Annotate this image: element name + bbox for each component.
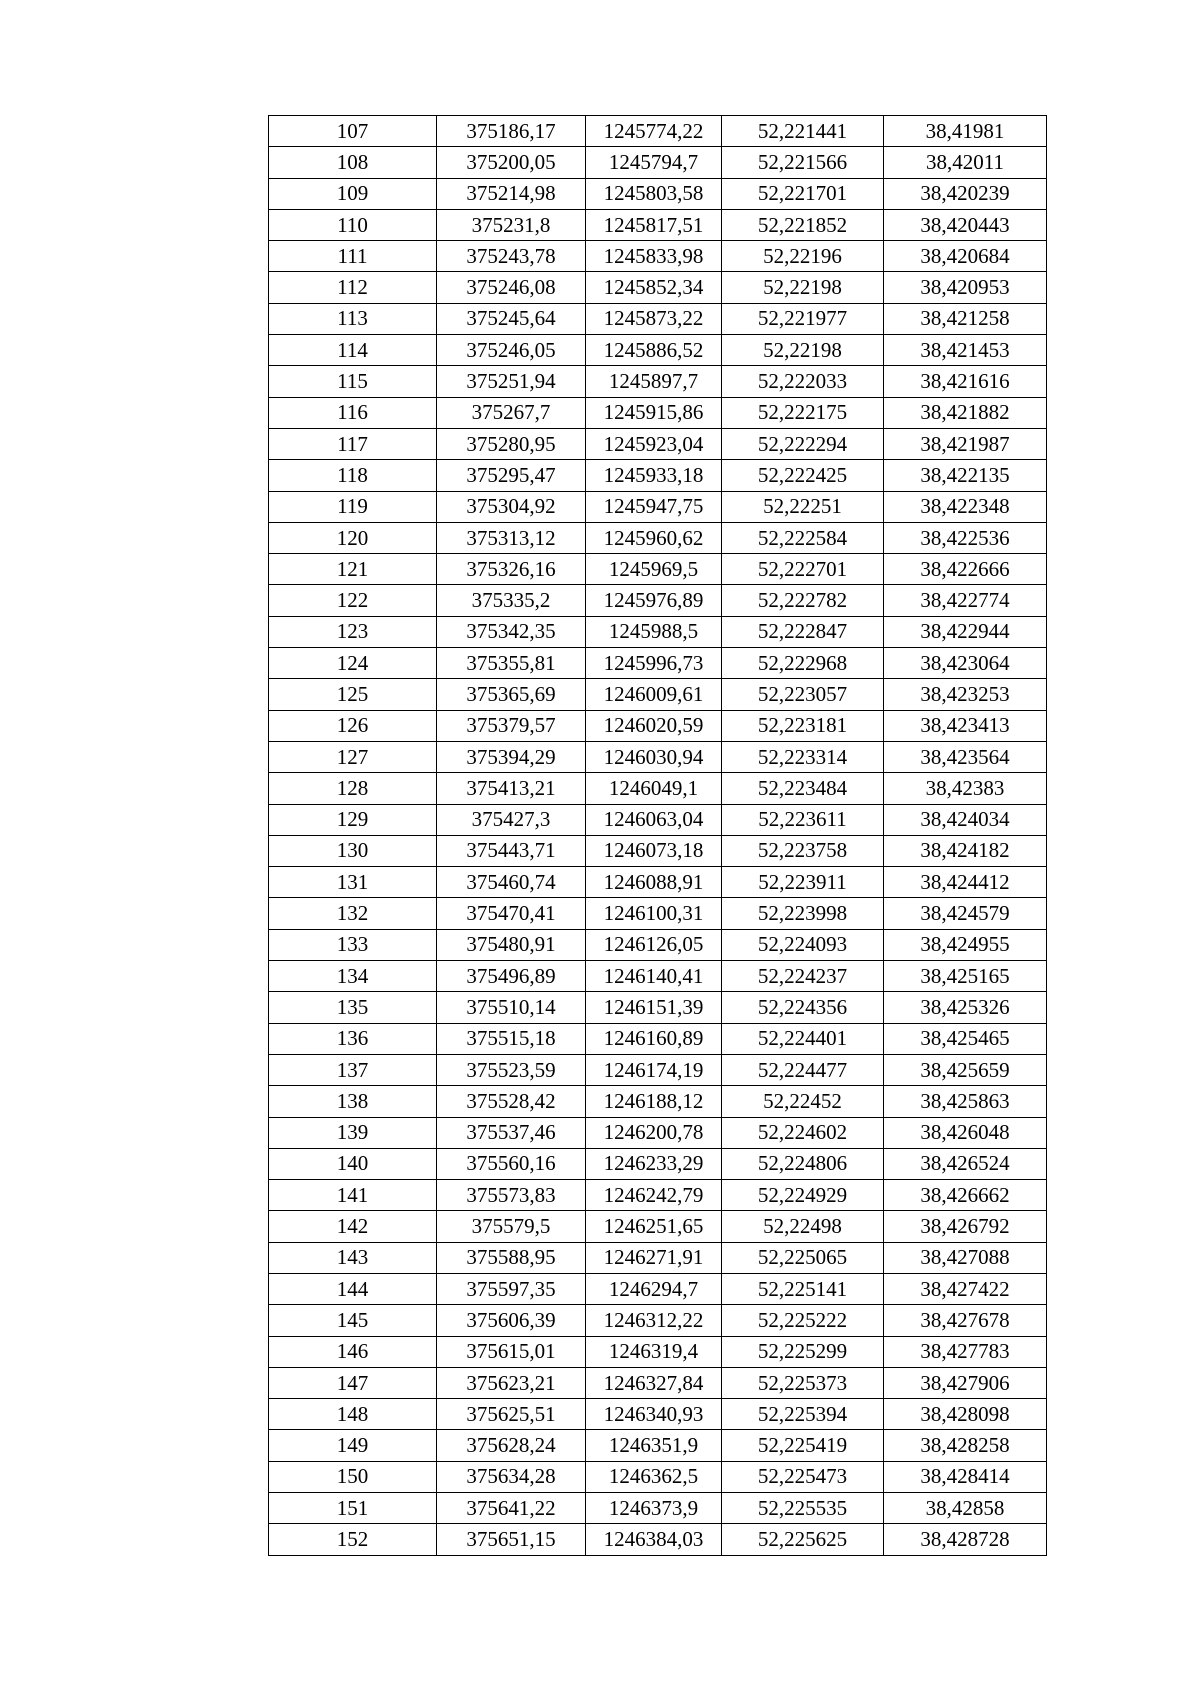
x-coordinate-cell: 375335,2 [437,585,586,616]
point-number-cell: 150 [269,1461,437,1492]
y-coordinate-cell: 1246200,78 [586,1117,722,1148]
y-coordinate-cell: 1245988,5 [586,616,722,647]
x-coordinate-cell: 375628,24 [437,1430,586,1461]
table-row [269,1242,1047,1273]
latitude-cell: 52,22498 [722,1211,884,1242]
longitude-cell: 38,428414 [884,1461,1047,1492]
longitude-cell: 38,428098 [884,1399,1047,1430]
longitude-cell: 38,425326 [884,992,1047,1023]
y-coordinate-cell: 1246242,79 [586,1180,722,1211]
longitude-cell: 38,423564 [884,741,1047,772]
y-coordinate-cell: 1246251,65 [586,1211,722,1242]
longitude-cell: 38,422135 [884,460,1047,491]
longitude-cell: 38,426662 [884,1180,1047,1211]
latitude-cell: 52,223057 [722,679,884,710]
y-coordinate-cell: 1245947,75 [586,491,722,522]
longitude-cell: 38,421987 [884,428,1047,459]
table-row [269,929,1047,960]
latitude-cell: 52,225299 [722,1336,884,1367]
longitude-cell: 38,424955 [884,929,1047,960]
table-row [269,272,1047,303]
x-coordinate-cell: 375625,51 [437,1399,586,1430]
x-coordinate-cell: 375313,12 [437,522,586,553]
table-row [269,1524,1047,1555]
point-number-cell: 121 [269,554,437,585]
longitude-cell: 38,427422 [884,1273,1047,1304]
x-coordinate-cell: 375246,08 [437,272,586,303]
latitude-cell: 52,222175 [722,397,884,428]
point-number-cell: 135 [269,992,437,1023]
point-number-cell: 124 [269,648,437,679]
y-coordinate-cell: 1245960,62 [586,522,722,553]
point-number-cell: 111 [269,241,437,272]
point-number-cell: 137 [269,1054,437,1085]
longitude-cell: 38,426048 [884,1117,1047,1148]
y-coordinate-cell: 1245794,7 [586,147,722,178]
y-coordinate-cell: 1245933,18 [586,460,722,491]
x-coordinate-cell: 375251,94 [437,366,586,397]
x-coordinate-cell: 375267,7 [437,397,586,428]
longitude-cell: 38,427678 [884,1305,1047,1336]
longitude-cell: 38,425659 [884,1054,1047,1085]
latitude-cell: 52,221852 [722,209,884,240]
latitude-cell: 52,222425 [722,460,884,491]
y-coordinate-cell: 1246030,94 [586,741,722,772]
table-row [269,1211,1047,1242]
x-coordinate-cell: 375579,5 [437,1211,586,1242]
latitude-cell: 52,225222 [722,1305,884,1336]
table-row [269,585,1047,616]
longitude-cell: 38,424034 [884,804,1047,835]
y-coordinate-cell: 1246088,91 [586,867,722,898]
longitude-cell: 38,426792 [884,1211,1047,1242]
longitude-cell: 38,421882 [884,397,1047,428]
y-coordinate-cell: 1246049,1 [586,773,722,804]
point-number-cell: 127 [269,741,437,772]
latitude-cell: 52,224806 [722,1148,884,1179]
latitude-cell: 52,22198 [722,272,884,303]
latitude-cell: 52,224929 [722,1180,884,1211]
latitude-cell: 52,225394 [722,1399,884,1430]
y-coordinate-cell: 1245873,22 [586,303,722,334]
longitude-cell: 38,424412 [884,867,1047,898]
point-number-cell: 140 [269,1148,437,1179]
point-number-cell: 148 [269,1399,437,1430]
longitude-cell: 38,428258 [884,1430,1047,1461]
point-number-cell: 129 [269,804,437,835]
point-number-cell: 134 [269,961,437,992]
coordinates-table [268,115,1047,1556]
y-coordinate-cell: 1246020,59 [586,710,722,741]
table-row [269,1461,1047,1492]
y-coordinate-cell: 1245803,58 [586,178,722,209]
point-number-cell: 133 [269,929,437,960]
table-row [269,209,1047,240]
latitude-cell: 52,224477 [722,1054,884,1085]
table-row [269,867,1047,898]
longitude-cell: 38,425863 [884,1086,1047,1117]
longitude-cell: 38,420953 [884,272,1047,303]
y-coordinate-cell: 1245817,51 [586,209,722,240]
table-row [269,1273,1047,1304]
longitude-cell: 38,427088 [884,1242,1047,1273]
x-coordinate-cell: 375342,35 [437,616,586,647]
table-row [269,898,1047,929]
x-coordinate-cell: 375597,35 [437,1273,586,1304]
longitude-cell: 38,424182 [884,835,1047,866]
latitude-cell: 52,225535 [722,1493,884,1524]
x-coordinate-cell: 375573,83 [437,1180,586,1211]
x-coordinate-cell: 375365,69 [437,679,586,710]
table-row [269,1399,1047,1430]
y-coordinate-cell: 1246160,89 [586,1023,722,1054]
table-row [269,1305,1047,1336]
y-coordinate-cell: 1246327,84 [586,1367,722,1398]
latitude-cell: 52,221977 [722,303,884,334]
latitude-cell: 52,22198 [722,335,884,366]
longitude-cell: 38,41981 [884,116,1047,147]
longitude-cell: 38,424579 [884,898,1047,929]
longitude-cell: 38,420443 [884,209,1047,240]
point-number-cell: 116 [269,397,437,428]
y-coordinate-cell: 1246312,22 [586,1305,722,1336]
latitude-cell: 52,221701 [722,178,884,209]
longitude-cell: 38,42858 [884,1493,1047,1524]
latitude-cell: 52,222033 [722,366,884,397]
latitude-cell: 52,225065 [722,1242,884,1273]
y-coordinate-cell: 1245996,73 [586,648,722,679]
table-row [269,460,1047,491]
point-number-cell: 139 [269,1117,437,1148]
table-row [269,116,1047,147]
latitude-cell: 52,223181 [722,710,884,741]
point-number-cell: 146 [269,1336,437,1367]
point-number-cell: 115 [269,366,437,397]
point-number-cell: 136 [269,1023,437,1054]
longitude-cell: 38,426524 [884,1148,1047,1179]
x-coordinate-cell: 375634,28 [437,1461,586,1492]
y-coordinate-cell: 1245833,98 [586,241,722,272]
x-coordinate-cell: 375200,05 [437,147,586,178]
x-coordinate-cell: 375394,29 [437,741,586,772]
table-row [269,147,1047,178]
point-number-cell: 118 [269,460,437,491]
table-row [269,1117,1047,1148]
latitude-cell: 52,222294 [722,428,884,459]
point-number-cell: 130 [269,835,437,866]
longitude-cell: 38,422348 [884,491,1047,522]
x-coordinate-cell: 375280,95 [437,428,586,459]
y-coordinate-cell: 1246340,93 [586,1399,722,1430]
x-coordinate-cell: 375460,74 [437,867,586,898]
y-coordinate-cell: 1245969,5 [586,554,722,585]
x-coordinate-cell: 375246,05 [437,335,586,366]
longitude-cell: 38,427783 [884,1336,1047,1367]
y-coordinate-cell: 1245774,22 [586,116,722,147]
longitude-cell: 38,420684 [884,241,1047,272]
point-number-cell: 138 [269,1086,437,1117]
table-row [269,1180,1047,1211]
table-row [269,522,1047,553]
point-number-cell: 119 [269,491,437,522]
x-coordinate-cell: 375186,17 [437,116,586,147]
y-coordinate-cell: 1246126,05 [586,929,722,960]
table-row [269,397,1047,428]
table-row [269,241,1047,272]
x-coordinate-cell: 375615,01 [437,1336,586,1367]
x-coordinate-cell: 375214,98 [437,178,586,209]
latitude-cell: 52,222584 [722,522,884,553]
table-row [269,1493,1047,1524]
y-coordinate-cell: 1246063,04 [586,804,722,835]
latitude-cell: 52,222847 [722,616,884,647]
table-row [269,679,1047,710]
table-row [269,554,1047,585]
longitude-cell: 38,425465 [884,1023,1047,1054]
latitude-cell: 52,223314 [722,741,884,772]
table-row [269,992,1047,1023]
latitude-cell: 52,22452 [722,1086,884,1117]
y-coordinate-cell: 1246294,7 [586,1273,722,1304]
x-coordinate-cell: 375231,8 [437,209,586,240]
x-coordinate-cell: 375537,46 [437,1117,586,1148]
y-coordinate-cell: 1245852,34 [586,272,722,303]
x-coordinate-cell: 375243,78 [437,241,586,272]
table-row [269,835,1047,866]
latitude-cell: 52,224356 [722,992,884,1023]
table-row [269,178,1047,209]
point-number-cell: 108 [269,147,437,178]
table-row [269,1336,1047,1367]
x-coordinate-cell: 375443,71 [437,835,586,866]
latitude-cell: 52,223484 [722,773,884,804]
point-number-cell: 126 [269,710,437,741]
x-coordinate-cell: 375496,89 [437,961,586,992]
point-number-cell: 125 [269,679,437,710]
y-coordinate-cell: 1246009,61 [586,679,722,710]
table-row [269,366,1047,397]
longitude-cell: 38,423064 [884,648,1047,679]
latitude-cell: 52,225473 [722,1461,884,1492]
table-row [269,1023,1047,1054]
point-number-cell: 109 [269,178,437,209]
x-coordinate-cell: 375470,41 [437,898,586,929]
table-row [269,773,1047,804]
longitude-cell: 38,420239 [884,178,1047,209]
table-row [269,335,1047,366]
latitude-cell: 52,225625 [722,1524,884,1555]
table-row [269,491,1047,522]
y-coordinate-cell: 1246140,41 [586,961,722,992]
longitude-cell: 38,422666 [884,554,1047,585]
latitude-cell: 52,225141 [722,1273,884,1304]
point-number-cell: 152 [269,1524,437,1555]
point-number-cell: 132 [269,898,437,929]
latitude-cell: 52,222701 [722,554,884,585]
x-coordinate-cell: 375523,59 [437,1054,586,1085]
y-coordinate-cell: 1246271,91 [586,1242,722,1273]
point-number-cell: 142 [269,1211,437,1242]
longitude-cell: 38,423253 [884,679,1047,710]
point-number-cell: 122 [269,585,437,616]
y-coordinate-cell: 1246233,29 [586,1148,722,1179]
x-coordinate-cell: 375413,21 [437,773,586,804]
longitude-cell: 38,42011 [884,147,1047,178]
longitude-cell: 38,422944 [884,616,1047,647]
y-coordinate-cell: 1245897,7 [586,366,722,397]
table-row [269,1367,1047,1398]
x-coordinate-cell: 375510,14 [437,992,586,1023]
x-coordinate-cell: 375326,16 [437,554,586,585]
x-coordinate-cell: 375245,64 [437,303,586,334]
longitude-cell: 38,425165 [884,961,1047,992]
table-row [269,710,1047,741]
x-coordinate-cell: 375295,47 [437,460,586,491]
table-row [269,1148,1047,1179]
y-coordinate-cell: 1245915,86 [586,397,722,428]
longitude-cell: 38,42383 [884,773,1047,804]
latitude-cell: 52,221441 [722,116,884,147]
table-row [269,961,1047,992]
longitude-cell: 38,427906 [884,1367,1047,1398]
x-coordinate-cell: 375641,22 [437,1493,586,1524]
point-number-cell: 107 [269,116,437,147]
x-coordinate-cell: 375427,3 [437,804,586,835]
latitude-cell: 52,225419 [722,1430,884,1461]
table-row [269,648,1047,679]
latitude-cell: 52,224401 [722,1023,884,1054]
y-coordinate-cell: 1246373,9 [586,1493,722,1524]
y-coordinate-cell: 1246151,39 [586,992,722,1023]
y-coordinate-cell: 1245976,89 [586,585,722,616]
point-number-cell: 151 [269,1493,437,1524]
point-number-cell: 149 [269,1430,437,1461]
latitude-cell: 52,224093 [722,929,884,960]
point-number-cell: 112 [269,272,437,303]
table-row [269,303,1047,334]
x-coordinate-cell: 375515,18 [437,1023,586,1054]
latitude-cell: 52,223998 [722,898,884,929]
table-row [269,804,1047,835]
coordinates-table-body [269,116,1047,1556]
longitude-cell: 38,421453 [884,335,1047,366]
point-number-cell: 110 [269,209,437,240]
y-coordinate-cell: 1246188,12 [586,1086,722,1117]
point-number-cell: 131 [269,867,437,898]
longitude-cell: 38,422774 [884,585,1047,616]
x-coordinate-cell: 375528,42 [437,1086,586,1117]
longitude-cell: 38,421258 [884,303,1047,334]
x-coordinate-cell: 375480,91 [437,929,586,960]
x-coordinate-cell: 375304,92 [437,491,586,522]
x-coordinate-cell: 375623,21 [437,1367,586,1398]
y-coordinate-cell: 1246351,9 [586,1430,722,1461]
x-coordinate-cell: 375560,16 [437,1148,586,1179]
latitude-cell: 52,221566 [722,147,884,178]
point-number-cell: 144 [269,1273,437,1304]
x-coordinate-cell: 375651,15 [437,1524,586,1555]
latitude-cell: 52,224237 [722,961,884,992]
x-coordinate-cell: 375606,39 [437,1305,586,1336]
latitude-cell: 52,223611 [722,804,884,835]
latitude-cell: 52,224602 [722,1117,884,1148]
latitude-cell: 52,222782 [722,585,884,616]
x-coordinate-cell: 375379,57 [437,710,586,741]
longitude-cell: 38,422536 [884,522,1047,553]
point-number-cell: 147 [269,1367,437,1398]
point-number-cell: 128 [269,773,437,804]
table-row [269,741,1047,772]
latitude-cell: 52,22196 [722,241,884,272]
x-coordinate-cell: 375355,81 [437,648,586,679]
table-row [269,1086,1047,1117]
longitude-cell: 38,423413 [884,710,1047,741]
y-coordinate-cell: 1245923,04 [586,428,722,459]
latitude-cell: 52,22251 [722,491,884,522]
latitude-cell: 52,223758 [722,835,884,866]
point-number-cell: 117 [269,428,437,459]
point-number-cell: 145 [269,1305,437,1336]
y-coordinate-cell: 1246073,18 [586,835,722,866]
table-row [269,616,1047,647]
table-row [269,1430,1047,1461]
latitude-cell: 52,222968 [722,648,884,679]
table-row [269,1054,1047,1085]
y-coordinate-cell: 1246384,03 [586,1524,722,1555]
point-number-cell: 113 [269,303,437,334]
table-row [269,428,1047,459]
longitude-cell: 38,428728 [884,1524,1047,1555]
y-coordinate-cell: 1246319,4 [586,1336,722,1367]
point-number-cell: 123 [269,616,437,647]
point-number-cell: 141 [269,1180,437,1211]
point-number-cell: 143 [269,1242,437,1273]
longitude-cell: 38,421616 [884,366,1047,397]
y-coordinate-cell: 1246100,31 [586,898,722,929]
y-coordinate-cell: 1246362,5 [586,1461,722,1492]
y-coordinate-cell: 1245886,52 [586,335,722,366]
point-number-cell: 114 [269,335,437,366]
latitude-cell: 52,225373 [722,1367,884,1398]
y-coordinate-cell: 1246174,19 [586,1054,722,1085]
point-number-cell: 120 [269,522,437,553]
latitude-cell: 52,223911 [722,867,884,898]
x-coordinate-cell: 375588,95 [437,1242,586,1273]
